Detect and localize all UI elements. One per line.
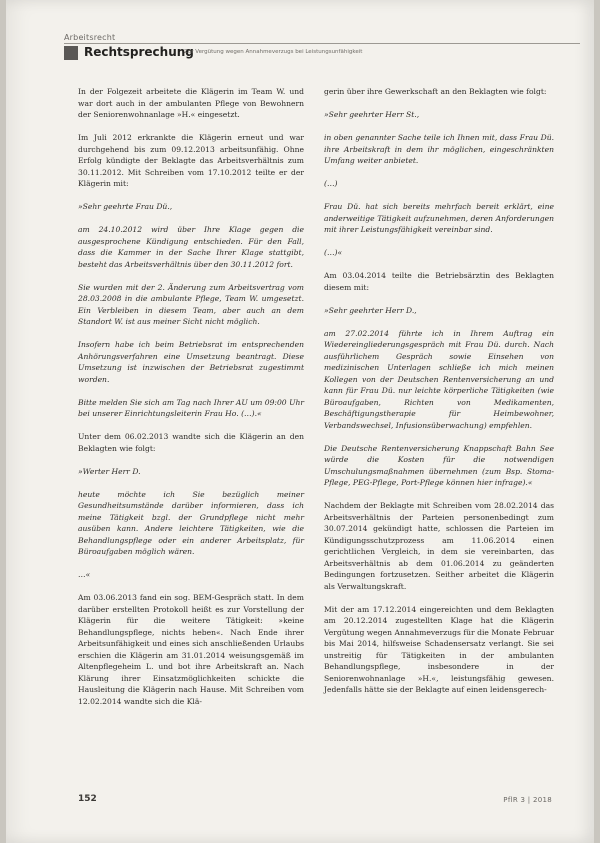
page-title: Rechtsprechung: [84, 45, 194, 59]
body-paragraph: Mit der am 17.12.2014 eingereichten und dem Beklagten am 20.12.2014 zugestellten Klage hat die Klägerin Vergütung wegen Annahmeverzugs für die Monate Februar bis Mai 2014, hilfsweise Schadensersatz verlangt. Sie sei unstreitig für Tätigkeiten in der ambulanten Behandlungspflege, insbesondere in der Seniorenwohnanlage »H.«, leistungsfähig gewesen. Jedenfalls hätte sie der Beklagte auf einen leidensgerech-: [324, 604, 554, 694]
quoted-paragraph: »Sehr geehrter Herr St.,: [324, 110, 420, 119]
body-paragraph: Nachdem der Beklagte mit Schreiben vom 28.02.2014 das Arbeitsverhältnis der Parteien personenbedingt zum 30.07.2014 gekündigt hatte, schlossen die Parteien im Kündigungsschutzprozess am 11.06.2014 einen gerichtlichen Vergleich, in dem sie vereinbarten, das Arbeitsverhältnis ab dem 01.06.2014 zu geänderten Bedingungen fortzusetzen. Seither arbeitet die Klägerin als Verwaltungskraft.: [324, 501, 554, 591]
left-column: [78, 86, 304, 719]
quoted-paragraph: in oben genannter Sache teile ich Ihnen mit, dass Frau Dü. ihre Arbeitskraft in dem ihr möglichen, eingeschränkten Umfang weiter anbietet.: [324, 133, 554, 165]
quoted-paragraph: am 27.02.2014 führte ich in Ihrem Auftrag ein Wiedereingliederungsgespräch mit Frau Dü. durch. Nach ausführlichem Gespräch sowie Einsehen von medizinischen Unterlagen schließe ich mich meinen Kollegen von der Deutschen Rentenversicherung an und kann für Frau Dü. nur leichte körperliche Tätigkeiten (wie Büroaufgaben, Richten von Medikamenten, Beschäftigungstherapie für Heimbewohner, Verbandswechsel, Infusionsüberwachung) empfehlen.: [324, 328, 554, 430]
quoted-paragraph: am 24.10.2012 wird über Ihre Klage gegen die ausgesprochene Kündigung entschieden. Für den Fall, dass die Kammer in der Sache Ihrer Klage stattgibt, besteht das Arbeitsverhältnis über den 30.11.2012 fort.: [78, 225, 304, 269]
body-paragraph: Am 03.06.2013 fand ein sog. BEM-Gespräch statt. In dem darüber erstellten Protokoll heißt es zur Vorstellung der Klägerin für die weitere Tätigkeit: »keine Behandlungspflege, nichts heben«. Nach Ende ihrer Arbeitsunfähigkeit und eines sich anschließenden Urlaubs erschien die Klägerin am 31.01.2014 weisungsgemäß im Altenpflegeheim L. und bot ihre Arbeitskraft an. Nach Klärung ihrer Einsatzmöglichkeiten schickte die Hausleitung die Klägerin nach Hause. Mit Schreiben vom 12.02.2014 wandte sich die Klä-: [78, 593, 304, 706]
body-paragraph: gerin über ihre Gewerkschaft an den Beklagten wie folgt:: [324, 87, 547, 96]
quoted-paragraph: (…)«: [324, 248, 343, 257]
quoted-paragraph: Sie wurden mit der 2. Änderung zum Arbeitsvertrag vom 28.03.2008 in die ambulante Pflege, Team W. umgesetzt. Ein Verbleiben in diesem Team, aber auch an dem Standort W. ist aus meiner Sicht nicht möglich.: [78, 282, 304, 326]
quoted-paragraph: Die Deutsche Rentenversicherung Knappschaft Bahn See würde die Kosten für die notwendigen Umschulungsmaßnahmen übernehmen (zum Bsp. Stoma-Pflege, PEG-Pflege, Port-Pflege können hier infrage).«: [324, 443, 554, 487]
quoted-paragraph: Insofern habe ich beim Betriebsrat im entsprechenden Anhörungsverfahren eine Umsetzung beantragt. Diese Umsetzung ist inzwischen der Betriebsrat zugestimmt worden.: [78, 340, 304, 384]
quoted-paragraph: »Sehr geehrte Frau Dü.,: [78, 202, 173, 211]
quoted-paragraph: »Werter Herr D.: [78, 466, 141, 476]
header-rule: [64, 43, 580, 44]
quoted-paragraph: Frau Dü. hat sich bereits mehrfach bereit erklärt, eine anderweitige Tätigkeit aufzunehmen, deren Anforderungen mit ihrer Leistungsfähigkeit vereinbar sind.: [324, 202, 554, 234]
page-subtitle: Zur Vergütung wegen Annahmeverzugs bei Leistungsunfähigkeit: [184, 49, 363, 55]
body-paragraph: Am 03.04.2014 teilte die Betriebsärztin des Beklagten diesem mit:: [324, 271, 554, 292]
quoted-paragraph: (…): [324, 179, 338, 188]
body-paragraph: Unter dem 06.02.2013 wandte sich die Klägerin an den Beklagten wie folgt:: [78, 432, 304, 453]
document-page: [6, 0, 594, 843]
page-number: 152: [78, 794, 97, 804]
body-paragraph: In der Folgezeit arbeitete die Klägerin im Team W. und war dort auch in der ambulanten Pflege von Bewohnern der Seniorenwohnanlage »H.« eingesetzt.: [78, 87, 304, 119]
quoted-paragraph: …«: [78, 570, 91, 579]
header-marker: [64, 46, 78, 60]
section-label: Arbeitsrecht: [64, 33, 116, 42]
right-column: [324, 86, 554, 707]
body-paragraph: Im Juli 2012 erkrankte die Klägerin erneut und war durchgehend bis zum 09.12.2013 arbeitsunfähig. Ohne Erfolg kündigte der Beklagte das Arbeitsverhältnis zum 30.11.2012. Mit Schreiben vom 17.10.2012 teilte er der Klägerin mit:: [78, 133, 304, 188]
quoted-paragraph: heute möchte ich Sie bezüglich meiner Gesundheitsumstände darüber informieren, dass ich meine Tätigkeit bzgl. der Grundpflege nicht mehr ausüben kann. Andere leichtere Tätigkeiten, wie die Behandlungspflege oder ein anderer Arbeitsplatz, für Büroaufgaben möglich wären.: [78, 489, 304, 556]
quoted-paragraph: Bitte melden Sie sich am Tag nach Ihrer AU um 09:00 Uhr bei unserer Einrichtungsleiterin Frau Ho. (…).«: [78, 397, 304, 418]
quoted-paragraph: »Sehr geehrter Herr D.,: [324, 305, 417, 315]
journal-info: PflR 3 | 2018: [503, 796, 552, 804]
